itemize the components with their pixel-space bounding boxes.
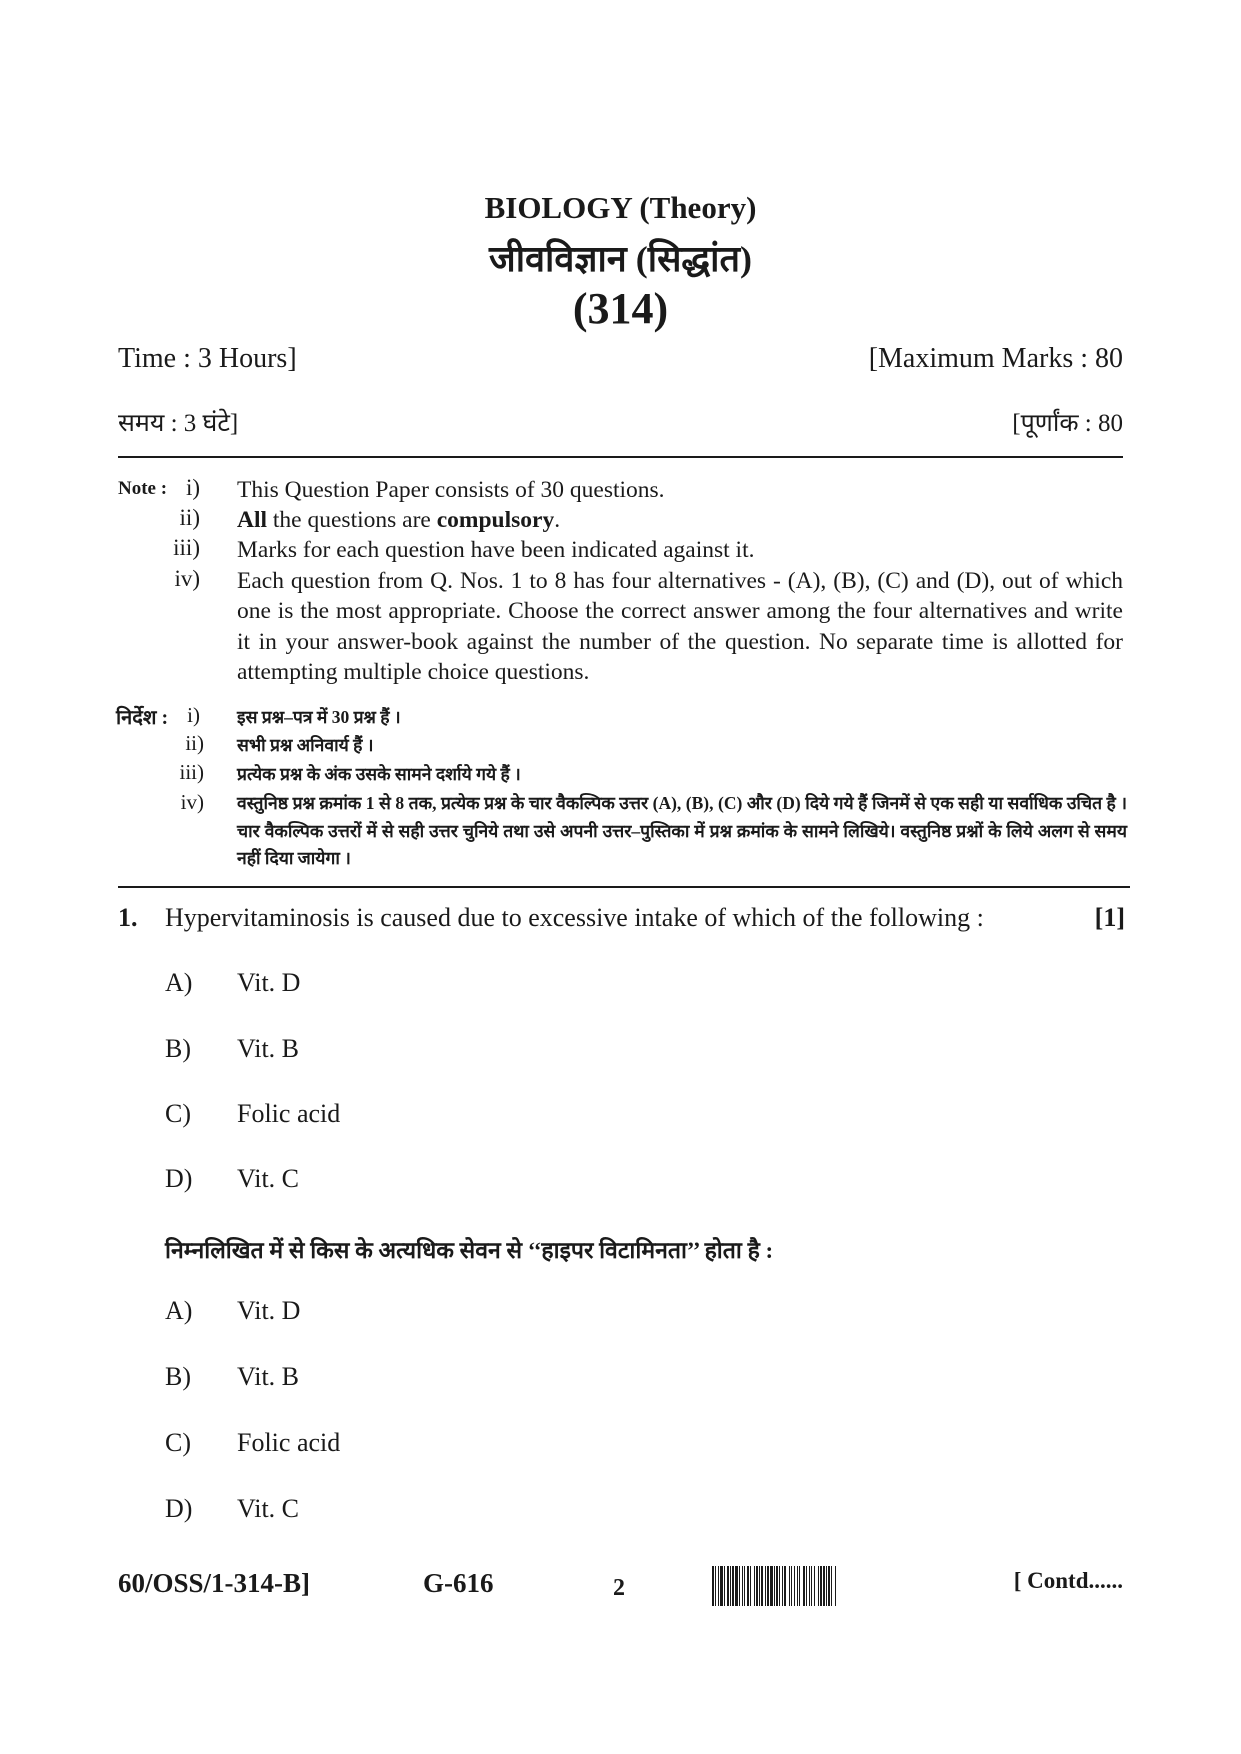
option-text: Vit. B xyxy=(237,1034,300,1063)
note-bold-word: compulsory xyxy=(436,507,555,533)
option-letter: C) xyxy=(165,1428,191,1457)
subject-code: (314) xyxy=(572,284,669,333)
paper-code: 60/OSS/1-314-B] xyxy=(118,1568,311,1598)
instructions-divider xyxy=(118,886,1130,888)
note-item xyxy=(237,505,1123,535)
option-text: Folic acid xyxy=(237,1099,341,1128)
nirdesh-item: प्रत्येक प्रश्न के अंक उसके सामने दर्शाये गये हैं । xyxy=(237,764,521,784)
time-english: Time : 3 Hours] xyxy=(118,343,297,374)
nirdesh-number: iii) xyxy=(179,760,204,784)
nirdesh-label: निर्देश : xyxy=(116,707,169,729)
option-letter: D) xyxy=(165,1494,193,1523)
option-letter: A) xyxy=(165,1296,193,1325)
question-marks: [1] xyxy=(1094,903,1125,932)
option-text: Vit. D xyxy=(237,1296,301,1325)
option-text: Vit. B xyxy=(237,1362,300,1391)
option-text: Vit. D xyxy=(237,968,301,997)
paper-title-hindi: जीवविज्ञान (सिद्धांत) xyxy=(488,239,753,279)
note-item: This Question Paper consists of 30 questions. xyxy=(237,477,665,503)
nirdesh-number: i) xyxy=(187,703,200,727)
option-letter: A) xyxy=(165,968,193,997)
page-number: 2 xyxy=(613,1575,625,1601)
option-letter: B) xyxy=(165,1362,191,1391)
barcode xyxy=(712,1566,980,1606)
note-number: iv) xyxy=(174,566,200,591)
nirdesh-number: ii) xyxy=(185,731,204,755)
question-text-hindi: निम्नलिखित में से किस के अत्यधिक सेवन से ‘‘हाइपर विटामिनता’’ होता है : xyxy=(165,1238,774,1263)
note-bold-word: All xyxy=(237,507,268,533)
continued-marker: [ Contd...... xyxy=(1013,1568,1123,1593)
note-number: ii) xyxy=(179,505,200,530)
note-item: Marks for each question have been indicated against it. xyxy=(237,537,755,563)
option-text: Folic acid xyxy=(237,1428,341,1457)
nirdesh-item: वस्तुनिष्ठ प्रश्न क्रमांक 1 से 8 तक, प्रत्येक प्रश्न के चार वैकल्पिक उत्तर (A), (B), (C) और (D) दिये गये हैं जिनमें से एक सही या सर्वाधिक उचित है । चार वैकल्पिक उत्तरों में से सही उत्तर चुनिये तथा उसे अपनी उत्तर–पुस्तिका में प्रश्न क्रमांक के सामने लिखिये। वस्तुनिष्ठ प्रश्नों के लिये अलग से समय नहीं दिया जायेगा । xyxy=(237,793,1127,868)
question-text: Hypervitaminosis is caused due to excessive intake of which of the following : xyxy=(165,903,984,932)
option-text: Vit. C xyxy=(237,1164,300,1193)
note-number: i) xyxy=(185,475,200,500)
note-label: Note : xyxy=(118,478,168,499)
max-marks-english: [Maximum Marks : 80 xyxy=(868,343,1123,374)
note-number: iii) xyxy=(173,535,200,560)
max-marks-hindi: [पूर्णांक : 80 xyxy=(1012,410,1123,437)
paper-title-english: BIOLOGY (Theory) xyxy=(484,190,757,225)
note-text-part: the questions are xyxy=(267,507,437,533)
nirdesh-number: iv) xyxy=(180,790,204,814)
option-letter: C) xyxy=(165,1099,191,1128)
option-letter: D) xyxy=(165,1164,193,1193)
barcode-bar xyxy=(836,1566,838,1606)
nirdesh-item: सभी प्रश्न अनिवार्य हैं । xyxy=(237,735,374,755)
note-item: Each question from Q. Nos. 1 to 8 has four alternatives - (A), (B), (C) and (D), out of which one is the most appropriate. Choose the correct answer among the four alternatives and write it in your answer-book against the number of the question. No separate time is allotted for attempting multiple choice questions. xyxy=(237,568,1123,685)
time-hindi: समय : 3 घंटे] xyxy=(118,410,239,437)
header-divider xyxy=(118,456,1123,458)
option-letter: B) xyxy=(165,1034,191,1063)
question-number: 1. xyxy=(118,903,138,932)
note-text-part: . xyxy=(554,507,561,533)
nirdesh-item: इस प्रश्न–पत्र में 30 प्रश्न हैं । xyxy=(237,707,401,727)
option-text: Vit. C xyxy=(237,1494,300,1523)
set-code: G-616 xyxy=(423,1568,494,1598)
